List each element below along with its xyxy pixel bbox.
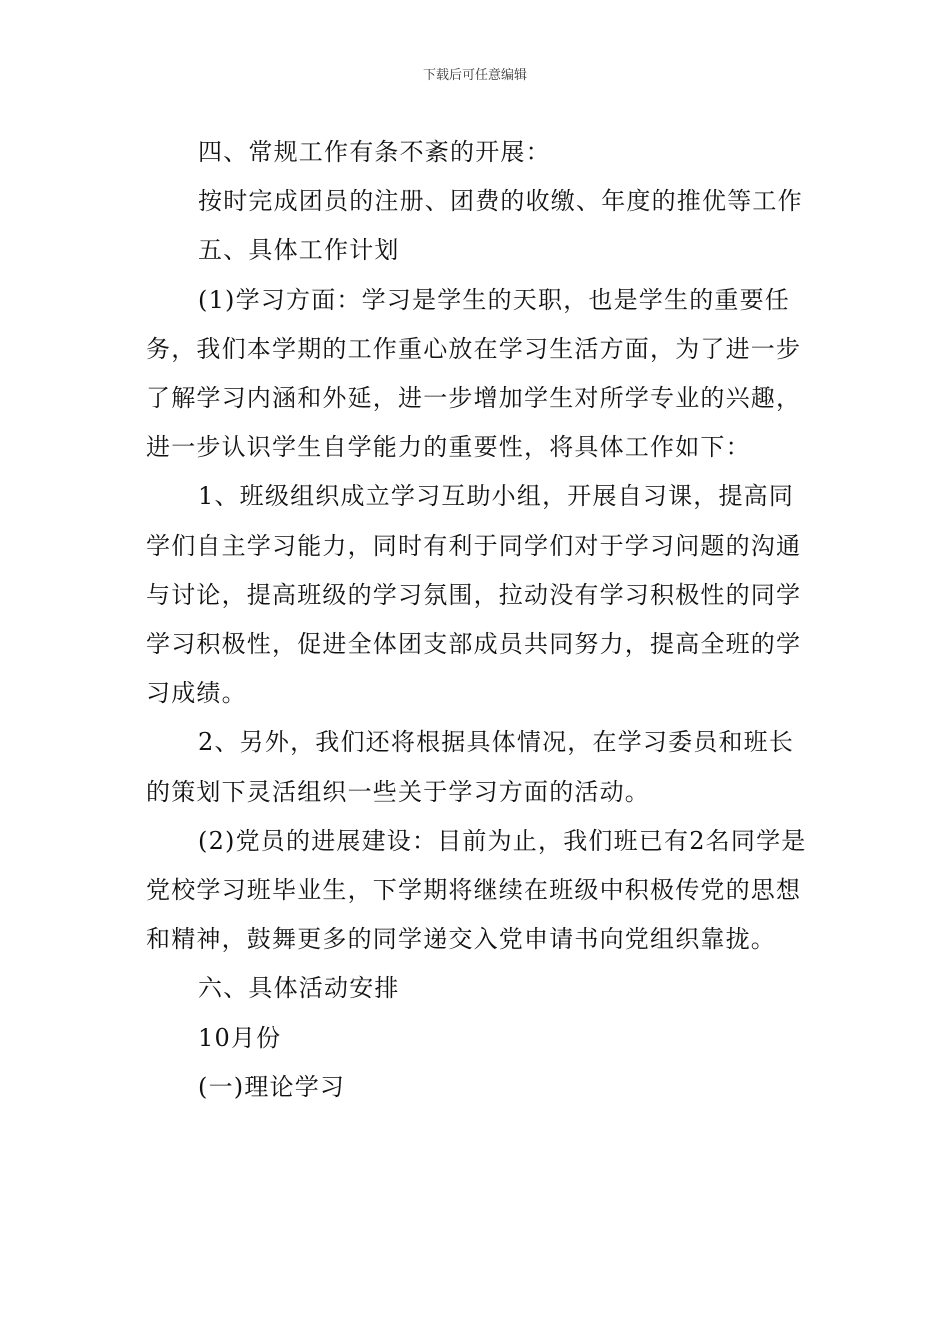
document-body [146,128,810,1112]
section-heading-work-plan: 五、具体工作计划 [198,236,400,265]
paragraph-study-activities: 2、另外，我们还将根据具体情况，在学习委员和班长的策划下灵活组织一些关于学习方面的活动。 [146,728,795,806]
paragraph-registration-work: 按时完成团员的注册、团费的收缴、年度的推优等工作 [198,187,803,216]
section-heading-routine-work: 四、常规工作有条不紊的开展： [198,138,551,166]
paragraph-party-building: (2)党员的进展建设：目前为止，我们班已有2名同学是党校学习班毕业生，下学期将继续在班级中积极传党的思想和精神，鼓舞更多的同学递交入党申请书向党组织靠拢。 [146,826,807,954]
section-heading-activity-schedule: 六、具体活动安排 [198,974,400,1003]
page-header: 下载后可任意编辑 [422,68,527,83]
subheading-theory-study: (一)理论学习 [198,1072,346,1101]
month-heading-october: 10月份 [198,1023,282,1052]
paragraph-study-groups: 1、班级组织成立学习互助小组，开展自习课，提高同学们自主学习能力，同时有利于同学们对于学习问题的沟通与讨论，提高班级的学习氛围，拉动没有学习积极性的同学学习积极性，促进全体团支部成员共同努力，提高全班的学习成绩。 [146,482,802,708]
paragraph-study-aspect: (1)学习方面：学习是学生的天职，也是学生的重要任务，我们本学期的工作重心放在学习生活方面，为了进一步了解学习内涵和外延，进一步增加学生对所学专业的兴趣，进一步认识学生自学能力的重要性，将具体工作如下： [146,285,802,462]
